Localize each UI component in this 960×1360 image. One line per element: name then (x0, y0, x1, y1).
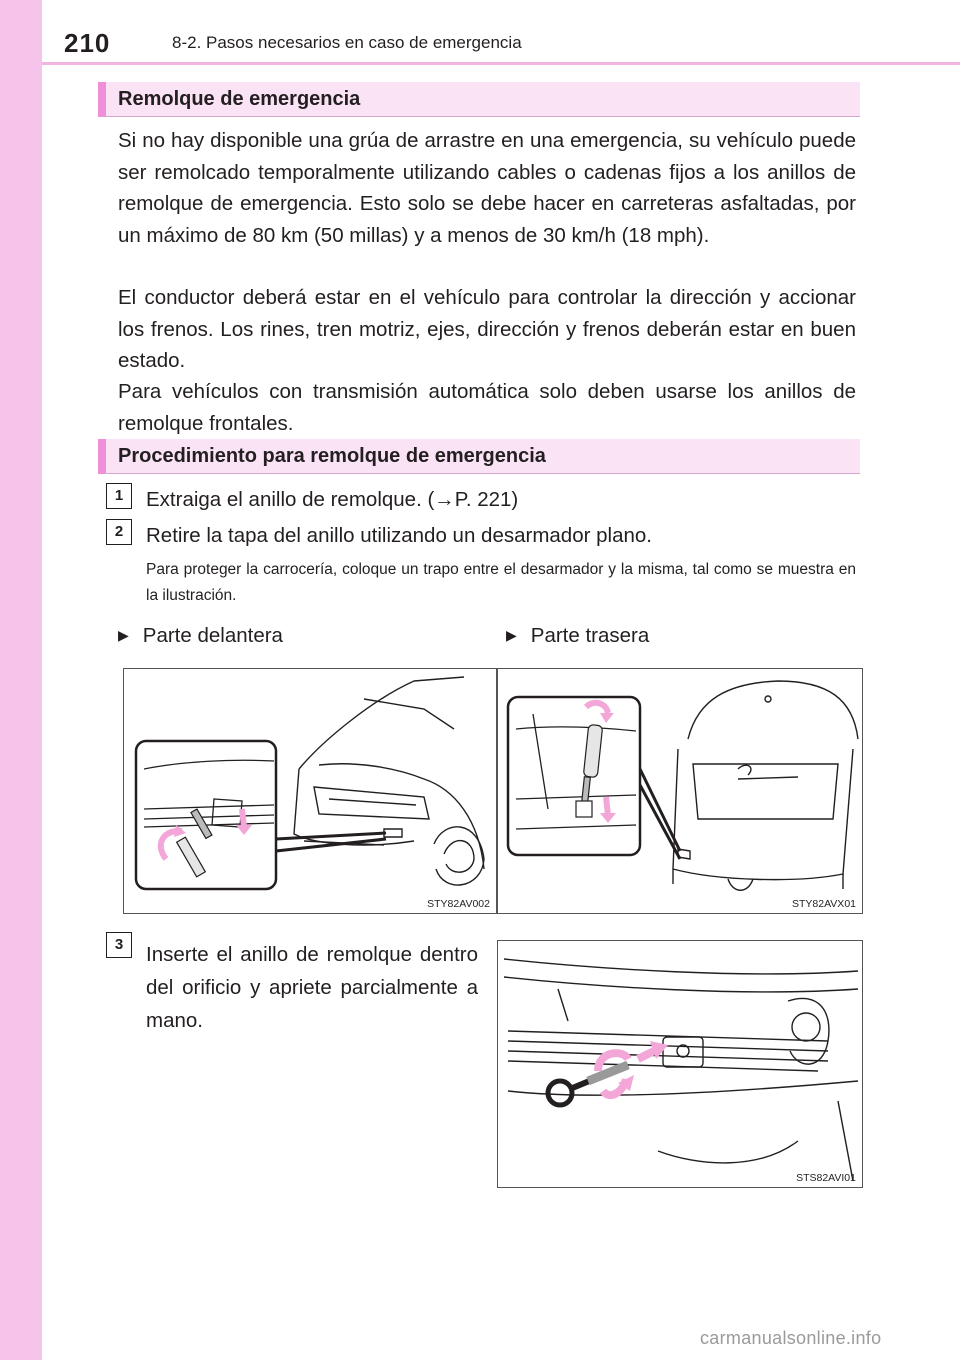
step-2-note: Para proteger la carrocería, coloque un trapo entre el desarmador y la misma, tal como se muestra en la ilustración. (146, 561, 856, 604)
ring-insertion-illustration (498, 941, 863, 1188)
paragraph-intro: Si no hay disponible una grúa de arrastre en una emergencia, su vehículo puede ser remolcado temporalmente utilizando cables o cadenas fijos a los anillos de remolque de emergencia. Esto solo se debe hacer en carreteras asfaltadas, por un máximo de 80 km (50 millas) y a menos de 30 km/h (18 mph). (118, 129, 856, 247)
triangle-arrow-icon: ▶ (506, 627, 517, 643)
front-label (118, 624, 283, 648)
figure-code-front: STY82AV002 (427, 898, 490, 910)
section-header-procedimiento (98, 439, 860, 474)
figure-rear-tow-hook (497, 668, 863, 914)
front-label-text: Parte delantera (142, 624, 283, 647)
section-title: Remolque de emergencia (118, 88, 361, 110)
paragraph-automatic: Para vehículos con transmisión automática solo deben usarse los anillos de remolque frontales. (118, 380, 856, 435)
chapter-title: 8-2. Pasos necesarios en caso de emergencia (172, 33, 522, 52)
triangle-arrow-icon: ▶ (118, 627, 129, 643)
figure-code-ring: STS82AVI01 (796, 1172, 856, 1184)
header-rule (42, 62, 960, 65)
step-text-3: Inserte el anillo de remolque dentro del orificio y apriete parcialmente a mano. (146, 943, 478, 1032)
figure-code-rear: STY82AVX01 (791, 898, 856, 910)
rear-car-illustration (498, 669, 863, 914)
figure-insert-ring (497, 940, 863, 1188)
rear-label (506, 624, 649, 648)
figure-front-tow-hook (123, 668, 497, 914)
step-number-2: 2 (106, 519, 132, 545)
step-text-1: Extraiga el anillo de remolque. (→P. 221) (146, 488, 519, 511)
step-text-2: Retire la tapa del anillo utilizando un desarmador plano. (146, 524, 652, 547)
step-number-3: 3 (106, 932, 132, 958)
page-number: 210 (64, 28, 111, 58)
front-car-illustration (124, 669, 497, 914)
step-number-1: 1 (106, 483, 132, 509)
section-header-remolque (98, 82, 860, 117)
paragraph-driver: El conductor deberá estar en el vehículo para controlar la dirección y accionar los frenos. Los rines, tren motriz, ejes, dirección y frenos deberán estar en buen estado. (118, 286, 856, 372)
rear-label-text: Parte trasera (530, 624, 650, 647)
section-title: Procedimiento para remolque de emergencia (118, 445, 546, 467)
left-color-band (0, 0, 42, 1360)
watermark: carmanualsonline.info (700, 1328, 882, 1348)
